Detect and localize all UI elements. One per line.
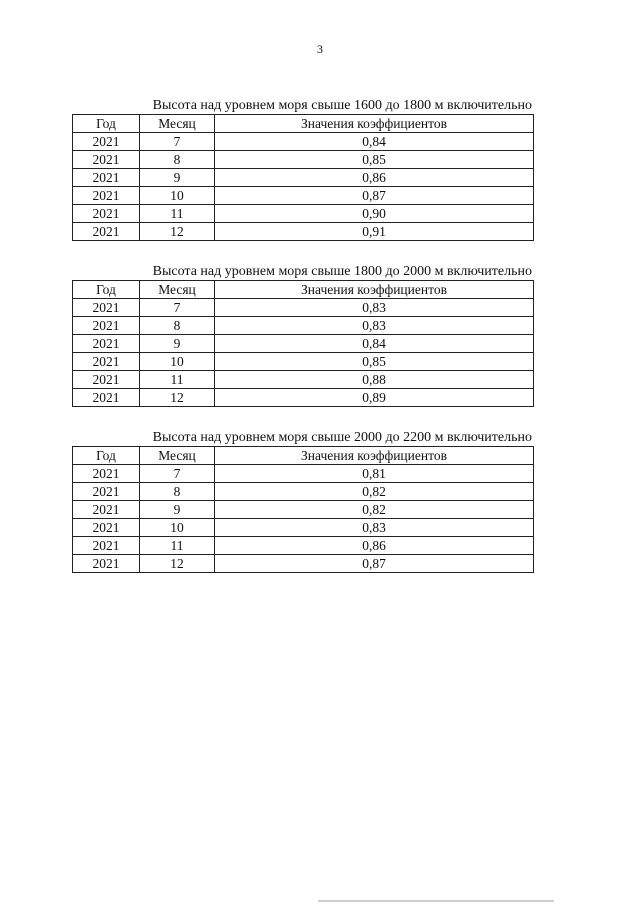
cell-coefficient: 0,84 [215, 335, 534, 353]
cell-year: 2021 [73, 371, 140, 389]
cell-year: 2021 [73, 205, 140, 223]
header-coefficient: Значения коэффициентов [215, 115, 534, 133]
table-row [73, 187, 534, 205]
cell-coefficient: 0,87 [215, 187, 534, 205]
cell-month: 12 [140, 223, 215, 241]
cell-month: 8 [140, 317, 215, 335]
header-row [73, 115, 534, 133]
header-row [73, 281, 534, 299]
table-row [73, 133, 534, 151]
table-row [73, 317, 534, 335]
cell-coefficient: 0,90 [215, 205, 534, 223]
table-row [73, 483, 534, 501]
header-year: Год [73, 115, 140, 133]
cell-coefficient: 0,82 [215, 501, 534, 519]
table-row [73, 151, 534, 169]
table-row [73, 223, 534, 241]
cell-month: 12 [140, 555, 215, 573]
cell-coefficient: 0,84 [215, 133, 534, 151]
cell-year: 2021 [73, 169, 140, 187]
cell-year: 2021 [73, 465, 140, 483]
cell-month: 7 [140, 465, 215, 483]
cell-coefficient: 0,85 [215, 151, 534, 169]
cell-coefficient: 0,88 [215, 371, 534, 389]
cell-coefficient: 0,83 [215, 519, 534, 537]
cell-year: 2021 [73, 151, 140, 169]
header-row [73, 447, 534, 465]
cell-month: 9 [140, 169, 215, 187]
cell-month: 9 [140, 335, 215, 353]
table-row [73, 389, 534, 407]
header-coefficient: Значения коэффициентов [215, 281, 534, 299]
cell-month: 8 [140, 483, 215, 501]
cell-month: 10 [140, 519, 215, 537]
table-row [73, 501, 534, 519]
cell-month: 12 [140, 389, 215, 407]
cell-month: 11 [140, 537, 215, 555]
header-coefficient: Значения коэффициентов [215, 447, 534, 465]
cell-year: 2021 [73, 223, 140, 241]
cell-coefficient: 0,81 [215, 465, 534, 483]
cell-year: 2021 [73, 317, 140, 335]
table-caption: Высота над уровнем моря свыше 1600 до 1800 м включительно [152, 98, 532, 113]
coefficient-table [72, 446, 534, 573]
cell-month: 7 [140, 299, 215, 317]
cell-coefficient: 0,86 [215, 169, 534, 187]
cell-coefficient: 0,85 [215, 353, 534, 371]
cell-coefficient: 0,89 [215, 389, 534, 407]
cell-month: 11 [140, 371, 215, 389]
coefficient-section [72, 263, 534, 407]
header-month: Месяц [140, 281, 215, 299]
cell-year: 2021 [73, 353, 140, 371]
table-row [73, 335, 534, 353]
cell-coefficient: 0,83 [215, 299, 534, 317]
table-caption: Высота над уровнем моря свыше 2000 до 2200 м включительно [152, 430, 532, 445]
cell-year: 2021 [73, 299, 140, 317]
cell-month: 10 [140, 187, 215, 205]
table-row [73, 353, 534, 371]
coefficient-table [72, 114, 534, 241]
coefficient-section [72, 97, 534, 241]
cell-month: 10 [140, 353, 215, 371]
header-month: Месяц [140, 447, 215, 465]
table-row [73, 537, 534, 555]
cell-year: 2021 [73, 335, 140, 353]
table-row [73, 465, 534, 483]
cell-coefficient: 0,87 [215, 555, 534, 573]
page-number: 3 [317, 42, 323, 56]
cell-year: 2021 [73, 519, 140, 537]
cell-month: 8 [140, 151, 215, 169]
header-year: Год [73, 447, 140, 465]
cell-coefficient: 0,83 [215, 317, 534, 335]
cell-coefficient: 0,86 [215, 537, 534, 555]
coefficient-section [72, 429, 534, 573]
table-row [73, 299, 534, 317]
cell-coefficient: 0,82 [215, 483, 534, 501]
cell-year: 2021 [73, 483, 140, 501]
cell-year: 2021 [73, 537, 140, 555]
page-edge-mark [318, 900, 554, 902]
cell-month: 7 [140, 133, 215, 151]
cell-year: 2021 [73, 555, 140, 573]
table-row [73, 371, 534, 389]
cell-month: 11 [140, 205, 215, 223]
table-caption: Высота над уровнем моря свыше 1800 до 2000 м включительно [152, 264, 532, 279]
cell-year: 2021 [73, 389, 140, 407]
coefficient-table [72, 280, 534, 407]
table-row [73, 555, 534, 573]
cell-year: 2021 [73, 187, 140, 205]
table-row [73, 519, 534, 537]
table-row [73, 205, 534, 223]
cell-year: 2021 [73, 133, 140, 151]
table-row [73, 169, 534, 187]
header-year: Год [73, 281, 140, 299]
cell-year: 2021 [73, 501, 140, 519]
cell-month: 9 [140, 501, 215, 519]
header-month: Месяц [140, 115, 215, 133]
cell-coefficient: 0,91 [215, 223, 534, 241]
